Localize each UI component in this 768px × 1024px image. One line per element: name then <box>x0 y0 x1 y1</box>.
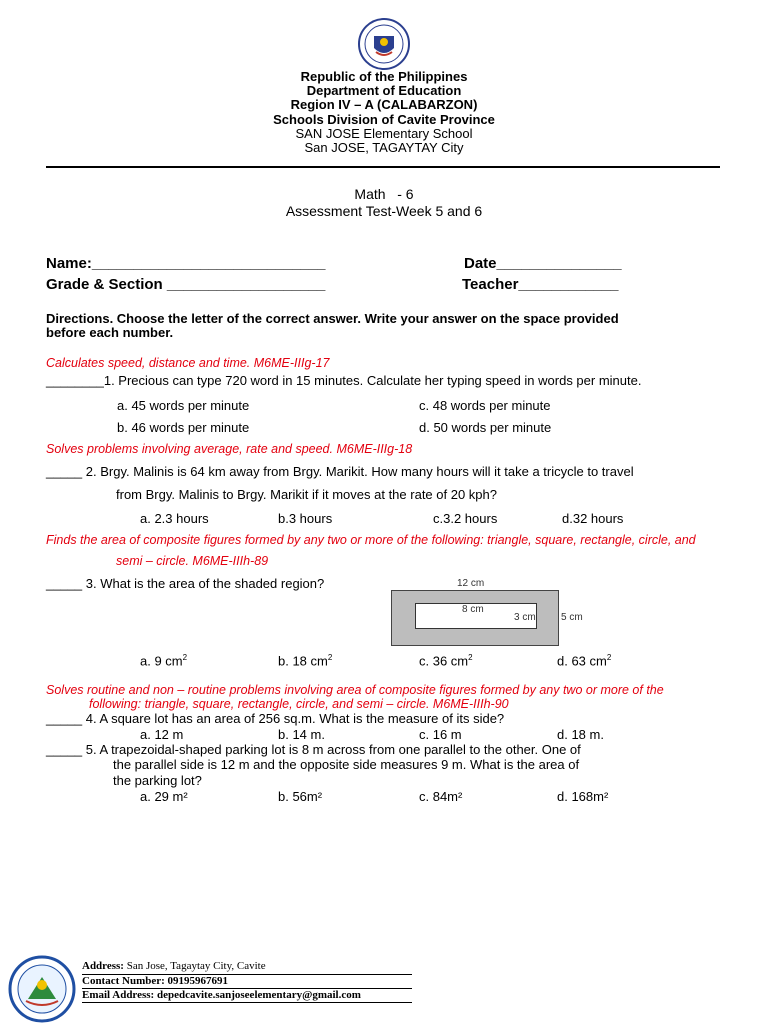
question-3: _____ 3. What is the area of the shaded region? <box>46 576 325 591</box>
question-5-line2: the parallel side is 12 m and the opposite side measures 9 m. What is the area of <box>113 757 580 772</box>
directions-line1: Directions. Choose the letter of the correct answer. Write your answer on the space provided <box>46 311 619 326</box>
name-field[interactable]: Name:____________________________ <box>46 255 326 272</box>
q2-option-c: c.3.2 hours <box>433 511 498 526</box>
competency-4-line2: following: triangle, square, rectangle, circle, and semi – circle. M6ME-IIIh-90 <box>89 697 509 711</box>
q3-option-c: c. 36 $cm^2$ <box>419 653 473 669</box>
deped-seal-logo <box>358 18 410 70</box>
q4-option-b: b. 14 m. <box>278 727 325 742</box>
header-region: Region IV – A (CALABARZON) <box>290 97 478 112</box>
q2-option-b: b.3 hours <box>278 511 333 526</box>
header-school: SAN JOSE Elementary School <box>295 126 473 141</box>
question-5-line1: _____ 5. A trapezoidal-shaped parking lot is 8 m across from one parallel to the other. One of <box>46 742 581 757</box>
q3-option-d: d. 63 $cm^2$ <box>557 653 612 669</box>
figure-label-12cm: 12 cm <box>457 578 485 589</box>
q1-option-a: a. 45 words per minute <box>117 398 250 413</box>
footer-divider-3 <box>82 1002 412 1003</box>
q3-option-a: a. 9 $cm^2$ <box>140 653 188 669</box>
competency-1: Calculates speed, distance and time. M6ME-IIIg-17 <box>46 356 330 370</box>
competency-3-line1: Finds the area of composite figures formed by any two or more of the following: triangle, square, rectangle, circle, and <box>46 533 696 547</box>
figure-label-3cm: 3 cm <box>514 612 536 623</box>
q5-option-d: d. 168m² <box>557 789 609 804</box>
directions-line2: before each number. <box>46 325 174 340</box>
question-1: ________1. Precious can type 720 word in 15 minutes. Calculate her typing speed in words per minute. <box>46 373 642 388</box>
subject-title: Math - 6 <box>354 186 414 202</box>
teacher-field[interactable]: Teacher____________ <box>462 276 619 293</box>
date-field[interactable]: Date_______________ <box>464 255 622 272</box>
test-title: Assessment Test-Week 5 and 6 <box>285 203 483 219</box>
header-division: Schools Division of Cavite Province <box>273 112 495 127</box>
header-divider <box>46 166 720 168</box>
question-5-line3: the parking lot? <box>113 773 202 788</box>
footer-email: Email Address: depedcavite.sanjoseelementary@gmail.com <box>82 989 361 1001</box>
figure-label-8cm: 8 cm <box>462 604 484 615</box>
q5-option-a: a. 29 m² <box>140 789 188 804</box>
q4-option-d: d. 18 m. <box>557 727 604 742</box>
q4-option-a: a. 12 m <box>140 727 184 742</box>
competency-2: Solves problems involving average, rate and speed. M6ME-IIIg-18 <box>46 442 413 456</box>
q4-option-c: c. 16 m <box>419 727 462 742</box>
footer-contact: Contact Number: 09195967691 <box>82 975 229 987</box>
q5-option-c: c. 84m² <box>419 789 463 804</box>
school-seal-logo <box>8 955 76 1023</box>
q2-option-d: d.32 hours <box>562 511 624 526</box>
q1-option-c: c. 48 words per minute <box>419 398 551 413</box>
figure-label-5cm: 5 cm <box>561 612 583 623</box>
q1-option-d: d. 50 words per minute <box>419 420 552 435</box>
footer-address: Address: San Jose, Tagaytay City, Cavite <box>82 960 266 972</box>
competency-4-line1: Solves routine and non – routine problems involving area of composite figures formed by any two or more of the <box>46 683 664 697</box>
header-department: Department of Education <box>306 83 462 98</box>
competency-3-line2: semi – circle. M6ME-IIIh-89 <box>116 554 269 568</box>
question-2-line1: _____ 2. Brgy. Malinis is 64 km away from Brgy. Marikit. How many hours will it take a tricycle to travel <box>46 464 634 479</box>
header-city: San JOSE, TAGAYTAY City <box>304 140 464 155</box>
question-4: _____ 4. A square lot has an area of 256 sq.m. What is the measure of its side? <box>46 711 505 726</box>
q1-option-b: b. 46 words per minute <box>117 420 250 435</box>
q2-option-a: a. 2.3 hours <box>140 511 209 526</box>
q3-option-b: b. 18 $cm^2$ <box>278 653 333 669</box>
header-republic: Republic of the Philippines <box>300 69 468 84</box>
question-2-line2: from Brgy. Malinis to Brgy. Marikit if it moves at the rate of 20 kph? <box>116 487 497 502</box>
grade-section-field[interactable]: Grade & Section ___________________ <box>46 276 326 293</box>
q5-option-b: b. 56m² <box>278 789 323 804</box>
